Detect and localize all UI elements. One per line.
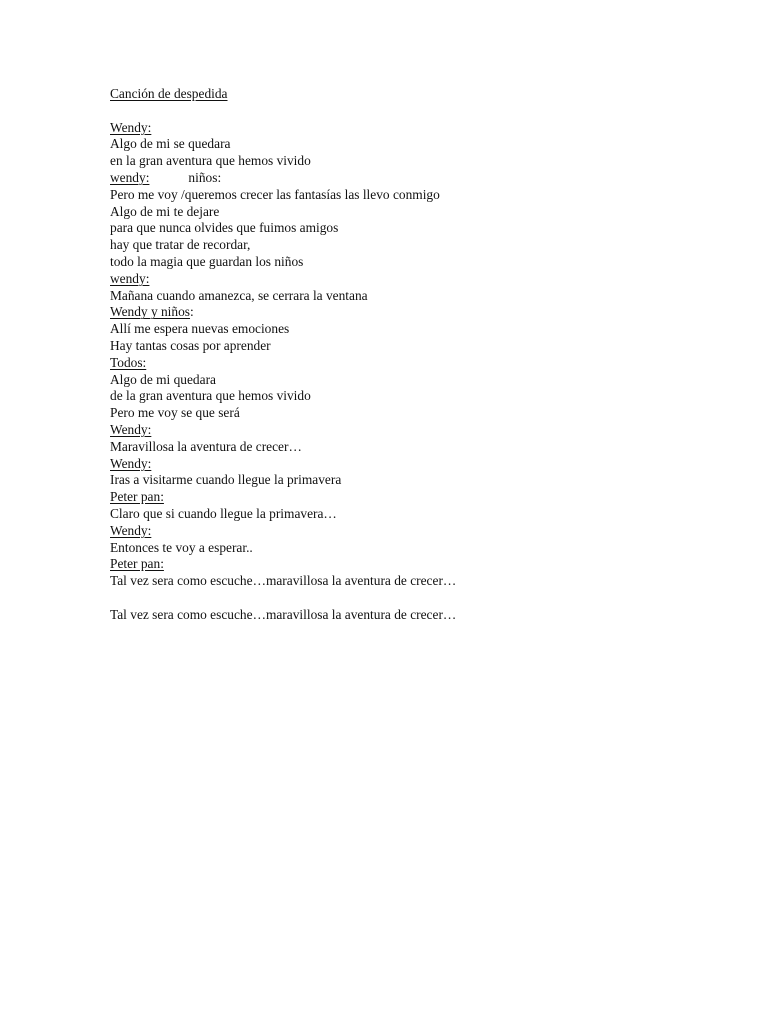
speaker-label: wendy:: [110, 270, 150, 286]
lyric-line: Claro que si cuando llegue la primavera…: [110, 505, 337, 521]
speaker-label: Wendy:: [110, 522, 152, 538]
speaker-label: Todos:: [110, 354, 147, 370]
song-text: [110, 86, 730, 624]
lyric-line: Mañana cuando amanezca, se cerrara la ventana: [110, 287, 368, 303]
speaker-label: Wendy:: [110, 421, 152, 437]
speaker-label: Peter pan:: [110, 489, 164, 505]
lyric-line: Maravillosa la aventura de crecer…: [110, 438, 302, 454]
speaker-label: Wendy:: [110, 119, 152, 135]
lyric-line: Pero me voy se que será: [110, 405, 240, 421]
lyric-line: Algo de mi se quedara: [110, 136, 231, 152]
lyric-line: Pero me voy /queremos crecer las fantasías las llevo conmigo: [110, 186, 440, 202]
speaker-label: niños:: [188, 169, 222, 185]
speaker-line: [110, 304, 730, 321]
speaker-colon: :: [190, 304, 194, 320]
lyric-line: para que nunca olvides que fuimos amigos: [110, 220, 339, 236]
speaker-label: wendy:: [110, 169, 150, 185]
speaker-label: Peter pan:: [110, 556, 164, 572]
lyric-line: Iras a visitarme cuando llegue la primavera: [110, 472, 342, 488]
blank-line: [110, 590, 730, 607]
lyric-line: de la gran aventura que hemos vivido: [110, 388, 311, 404]
lyric-line: Entonces te voy a esperar..: [110, 539, 253, 555]
speaker-label: Wendy:: [110, 455, 152, 471]
lyric-line: Algo de mi te dejare: [110, 203, 220, 219]
lyric-line: todo la magia que guardan los niños: [110, 253, 304, 269]
lyric-line: Hay tantas cosas por aprender: [110, 337, 271, 353]
lyric-line: Tal vez sera como escuche…maravillosa la aventura de crecer…: [110, 573, 457, 589]
document-title: Canción de despedida: [110, 86, 228, 101]
speaker-label: Wendy y niños: [110, 304, 191, 320]
lyric-line: Tal vez sera como escuche…maravillosa la aventura de crecer…: [110, 606, 457, 622]
blank-line: [110, 103, 730, 120]
lyric-line: hay que tratar de recordar,: [110, 237, 251, 253]
lyric-line: Algo de mi quedara: [110, 371, 216, 387]
speaker-line: [110, 170, 730, 187]
lyric-line: Allí me espera nuevas emociones: [110, 321, 290, 337]
lyric-line: en la gran aventura que hemos vivido: [110, 153, 311, 169]
